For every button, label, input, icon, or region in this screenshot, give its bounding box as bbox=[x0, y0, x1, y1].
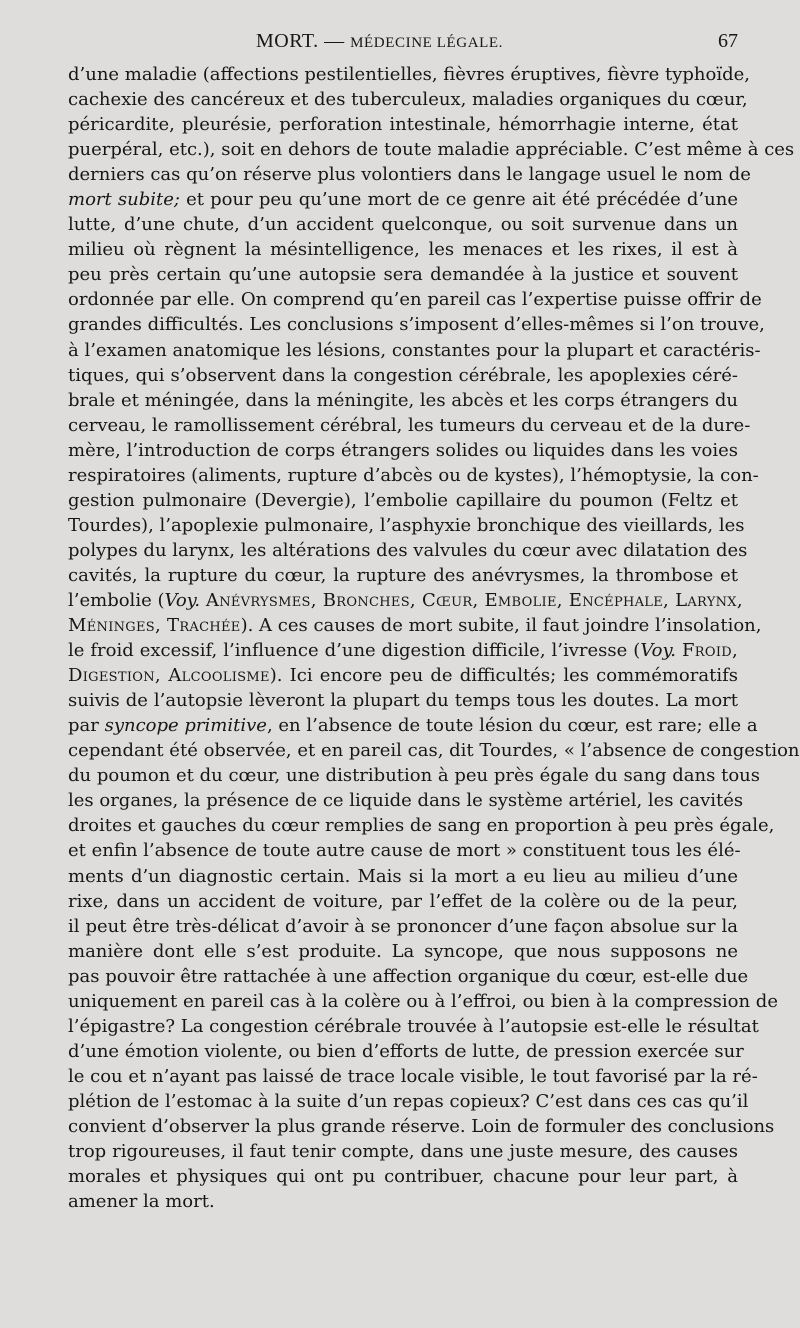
text-line: suivis de l’autopsie lèveront la plupart du temps tous les doutes. La mort bbox=[68, 690, 738, 712]
italic-text: Voy. bbox=[164, 589, 201, 611]
text-run: ). A ces causes de mort subite, il faut joindre l’insolation, bbox=[240, 615, 762, 637]
italic-text: Voy. bbox=[640, 640, 676, 662]
text-line: plétion de l’estomac à la suite d’un repas copieux? C’est dans ces cas qu’il bbox=[68, 1090, 749, 1112]
running-head bbox=[256, 30, 503, 53]
text-line: mère, l’introduction de corps étrangers solides ou liquides dans les voies bbox=[68, 439, 738, 461]
text-line bbox=[68, 638, 738, 663]
text-line: et enfin l’absence de toute autre cause de mort » constituent tous les élé- bbox=[68, 840, 741, 862]
text-line: ments d’un diagnostic certain. Mais si la mort a eu lieu au milieu d’une bbox=[68, 865, 738, 887]
text-line: rixe, dans un accident de voiture, par l’effet de la colère ou de la peur, bbox=[68, 890, 738, 912]
text-line: brale et méningée, dans la méningite, les abcès et les corps étrangers du bbox=[68, 389, 738, 411]
small-caps-text: Méninges, Trachée bbox=[68, 615, 241, 637]
italic-text: mort subite; bbox=[68, 189, 180, 211]
text-line: gestion pulmonaire (Devergie), l’embolie capillaire du poumon (Feltz et bbox=[68, 489, 738, 511]
text-line: trop rigoureuses, il faut tenir compte, dans une juste mesure, des causes bbox=[68, 1141, 738, 1163]
text-line: convient d’observer la plus grande réserve. Loin de formuler des conclusions bbox=[68, 1115, 775, 1137]
text-line bbox=[68, 613, 762, 638]
text-line bbox=[68, 187, 738, 212]
small-caps-text: Froid, bbox=[681, 640, 738, 662]
text-line: du poumon et du cœur, une distribution à peu près égale du sang dans tous bbox=[68, 765, 760, 787]
text-run: le froid excessif, l’influence d’une digestion difficile, l’ivresse ( bbox=[68, 640, 641, 662]
text-line: puerpéral, etc.), soit en dehors de toute maladie appréciable. C’est même à ces bbox=[68, 139, 795, 161]
text-line: droites et gauches du cœur remplies de sang en proportion à peu près égale, bbox=[68, 815, 775, 837]
text-line: cavités, la rupture du cœur, la rupture des anévrysmes, la thrombose et bbox=[68, 564, 738, 586]
text-line: Tourdes), l’apoplexie pulmonaire, l’asphyxie bronchique des vieillards, les bbox=[68, 514, 745, 536]
text-line: à l’examen anatomique les lésions, constantes pour la plupart et caractéris- bbox=[68, 339, 761, 361]
text-line bbox=[68, 713, 758, 738]
text-run: ). Ici encore peu de difficultés; les commémoratifs bbox=[269, 665, 738, 687]
text-line: pas pouvoir être rattachée à une affection organique du cœur, est-elle due bbox=[68, 965, 749, 987]
text-line: lutte, d’une chute, d’un accident quelconque, ou soit survenue dans un bbox=[68, 214, 738, 236]
text-line: cerveau, le ramollissement cérébral, les tumeurs du cerveau et de la dure- bbox=[68, 414, 751, 436]
header-separator: — bbox=[318, 30, 351, 52]
text-run: par bbox=[68, 715, 105, 737]
text-line: le cou et n’ayant pas laissé de trace locale visible, le tout favorisé par la ré- bbox=[68, 1065, 758, 1087]
text-run: , en l’absence de toute lésion du cœur, est rare; elle a bbox=[266, 715, 758, 737]
text-line: manière dont elle s’est produite. La syncope, que nous supposons ne bbox=[68, 940, 738, 962]
small-caps-text: Digestion, Alcoolisme bbox=[68, 665, 270, 687]
page-header bbox=[68, 30, 738, 58]
text-line: polypes du larynx, les altérations des valvules du cœur avec dilatation des bbox=[68, 539, 748, 561]
text-line: les organes, la présence de ce liquide dans le système artériel, les cavités bbox=[68, 790, 744, 812]
text-line: d’une maladie (affections pestilentielles, fièvres éruptives, fièvre typhoïde, bbox=[68, 64, 751, 85]
text-line: peu près certain qu’une autopsie sera demandée à la justice et souvent bbox=[68, 264, 738, 286]
text-run: l’embolie ( bbox=[68, 589, 165, 611]
text-line bbox=[68, 588, 743, 613]
body-text bbox=[68, 62, 800, 1214]
text-line: respiratoires (aliments, rupture d’abcès ou de kystes), l’hémoptysie, la con- bbox=[68, 464, 759, 486]
text-run: et pour peu qu’une mort de ce genre ait été précédée d’une bbox=[179, 189, 738, 211]
text-line: péricardite, pleurésie, perforation intestinale, hémorrhagie interne, état bbox=[68, 114, 738, 136]
page-number: 67 bbox=[718, 30, 738, 52]
text-line: il peut être très-délicat d’avoir à se prononcer d’une façon absolue sur la bbox=[68, 915, 738, 937]
header-title: MORT. bbox=[256, 30, 319, 52]
text-line: l’épigastre? La congestion cérébrale trouvée à l’autopsie est-elle le résultat bbox=[68, 1015, 759, 1037]
header-subtitle: MÉDECINE LÉGALE. bbox=[350, 35, 504, 51]
small-caps-text: Anévrysmes, Bronches, Cœur, Embolie, Encéphale, Larynx, bbox=[205, 589, 743, 611]
text-line: grandes difficultés. Les conclusions s’imposent d’elles-mêmes si l’on trouve, bbox=[68, 314, 765, 336]
text-line: d’une émotion violente, ou bien d’efforts de lutte, de pression exercée sur bbox=[68, 1040, 744, 1062]
text-line: derniers cas qu’on réserve plus volontiers dans le langage usuel le nom de bbox=[68, 164, 751, 186]
text-line: uniquement en pareil cas à la colère ou à l’effroi, ou bien à la compression de bbox=[68, 990, 778, 1012]
text-line: cependant été observée, et en pareil cas, dit Tourdes, « l’absence de congestion bbox=[68, 740, 800, 762]
text-line: tiques, qui s’observent dans la congestion cérébrale, les apoplexies céré- bbox=[68, 364, 738, 386]
text-line: morales et physiques qui ont pu contribuer, chacune pour leur part, à bbox=[68, 1166, 738, 1188]
text-line: amener la mort. bbox=[68, 1191, 215, 1213]
text-line: milieu où règnent la mésintelligence, les menaces et les rixes, il est à bbox=[68, 239, 738, 261]
text-line: ordonnée par elle. On comprend qu’en pareil cas l’expertise puisse offrir de bbox=[68, 289, 762, 311]
text-line: cachexie des cancéreux et des tuberculeux, maladies organiques du cœur, bbox=[68, 89, 748, 111]
italic-text: syncope primitive bbox=[104, 715, 267, 737]
text-line bbox=[68, 663, 738, 688]
